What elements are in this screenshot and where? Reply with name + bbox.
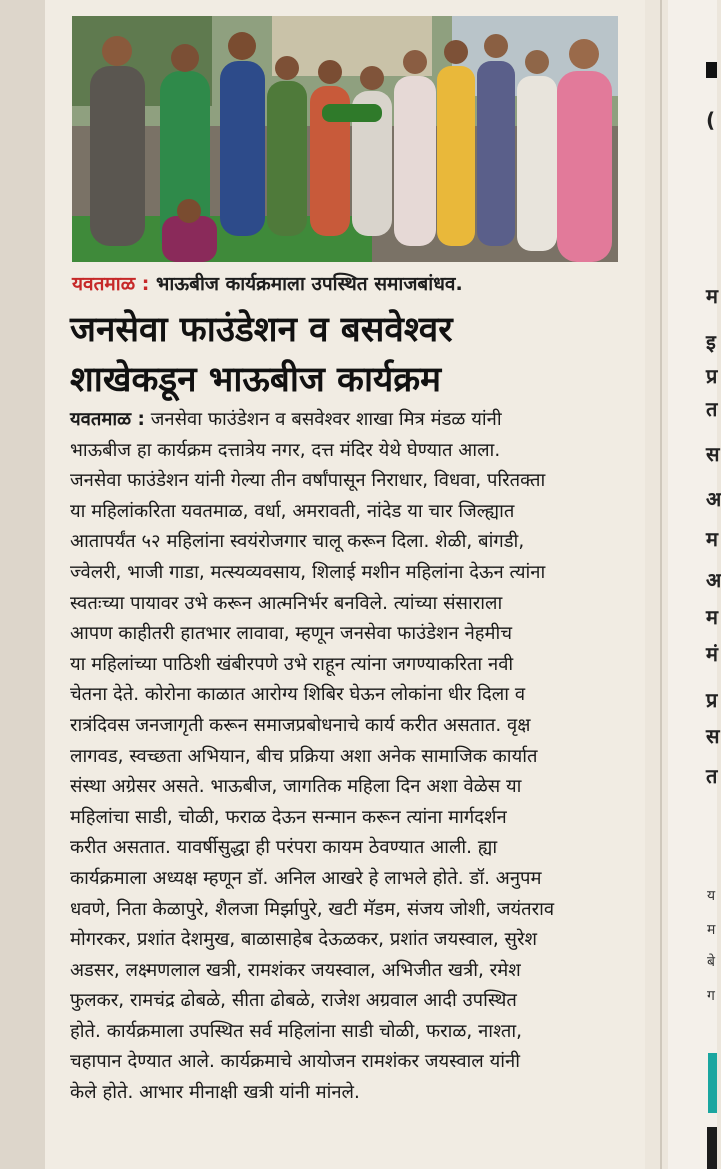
adjacent-fragment: स [706,724,720,748]
adjacent-fragment-small: य [707,888,716,904]
adjacent-fragment: प्र [706,364,718,388]
adjacent-fragment: अ [706,487,721,511]
adjacent-fragment: म [706,605,718,629]
body-line: कार्यक्रमाला अध्यक्ष म्हणून डॉ. अनिल आखरे हे लाभले होते. डॉ. अनुपम [70,867,542,889]
caption-text: भाऊबीज कार्यक्रमाला उपस्थित समाजबांधव. [149,273,463,295]
body-line: भाऊबीज हा कार्यक्रम दत्तात्रेय नगर, दत्त मंदिर येथे घेण्यात आला. [70,439,501,461]
body-line: धवणे, निता केळापुरे, शैलजा मिर्झापुरे, खटी मॅडम, संजय जोशी, जयंतराव [70,898,555,920]
article-photo [72,16,618,262]
headline-line-2: शाखेकडून भाऊबीज कार्यक्रम [70,360,442,400]
body-line: आपण काहीतरी हातभार लावावा, म्हणून जनसेवा फाउंडेशन नेहमीच [70,623,513,645]
body-line: करीत असतात. यावर्षीसुद्धा ही परंपरा कायम ठेवण्यात आली. ह्या [70,837,498,859]
adjacent-fragment: त [706,397,718,421]
body-line: या महिलांकरिता यवतमाळ, वर्धा, अमरावती, नांदेड या चार जिल्ह्यात [70,500,515,522]
body-line: चेतना देते. कोरोना काळात आरोग्य शिबिर घेऊन लोकांना धीर दिला व [70,684,526,706]
body-line: लागवड, स्वच्छता अभियान, बीच प्रक्रिया अशा अनेक सामाजिक कार्यात [70,745,538,767]
body-line: यवतमाळ : जनसेवा फाउंडेशन व बसवेश्वर शाखा मित्र मंडळ यांनी [70,409,502,430]
body-line: अडसर, लक्ष्मणलाल खत्री, रामशंकर जयस्वाल, अभिजीत खत्री, रमेश [70,959,521,981]
body-line: ज्वेलरी, भाजी गाडा, मत्स्यव्यवसाय, शिलाई मशीन महिलांना देऊन त्यांना [70,561,546,583]
body-line: रात्रंदिवस जनजागृती करून समाजप्रबोधनाचे कार्य करीत असतात. वृक्ष [70,714,531,736]
adjacent-fragment: त [706,764,718,788]
adjacent-fragment-small: ग [707,988,715,1004]
adjacent-fragment-small: बे [707,954,715,970]
page-margin [0,0,45,1169]
body-line: चहापान देण्यात आले. कार्यक्रमाचे आयोजन रामशंकर जयस्वाल यांनी [70,1051,521,1073]
adjacent-fragment: म [706,284,718,308]
body-line: होते. कार्यक्रमाला उपस्थित सर्व महिलांना साडी चोळी, फराळ, नाश्ता, [70,1020,522,1042]
adjacent-fragment: अ [706,568,721,592]
adjacent-fragment: स [706,442,720,466]
adjacent-fragment: मं [706,642,718,666]
bullet-marker [706,62,717,78]
adjacent-fragment-small: म [707,922,716,938]
adjacent-fragment: प्र [706,688,718,712]
photo-caption [72,270,632,296]
ad-strip [708,1053,717,1113]
dark-strip [707,1127,717,1169]
body-line: जनसेवा फाउंडेशन यांनी गेल्या तीन वर्षांपासून निराधार, विधवा, परितक्ता [70,470,546,492]
body-line: मोगरकर, प्रशांत देशमुख, बाळासाहेब देऊळकर, प्रशांत जयस्वाल, सुरेश [70,929,538,951]
body-line: केले होते. आभार मीनाक्षी खत्री यांनी मांनले. [70,1082,360,1104]
body-line: आतापर्यंत ५२ महिलांना स्वयंरोजगार चालू करून दिला. शेळी, बांगडी, [70,531,525,553]
article-body [70,405,630,1109]
body-line: संस्था अग्रेसर असते. भाऊबीज, जागतिक महिला दिन अशा वेळेस या [70,776,522,798]
body-line: महिलांचा साडी, चोळी, फराळ देऊन सन्मान करून त्यांना मार्गदर्शन [70,806,507,828]
body-lead: यवतमाळ : [70,409,145,430]
adjacent-fragment: ( [706,108,716,132]
headline-line-1: जनसेवा फाउंडेशन व बसवेश्वर [70,310,453,350]
adjacent-fragment: म [706,527,718,551]
column-divider [660,0,662,1169]
body-line: स्वतःच्या पायावर उभे करून आत्मनिर्भर बनविले. त्यांच्या संसाराला [70,592,503,614]
adjacent-fragment: इ [706,330,716,354]
body-line: या महिलांच्या पाठिशी खंबीरपणे उभे राहून त्यांना जगण्याकरिता नवी [70,653,514,675]
article-headline [70,305,630,405]
body-line: फुलकर, रामचंद्र ढोबळे, सीता ढोबळे, राजेश अग्रवाल आदी उपस्थित [70,990,517,1012]
caption-place: यवतमाळ : [72,273,150,295]
